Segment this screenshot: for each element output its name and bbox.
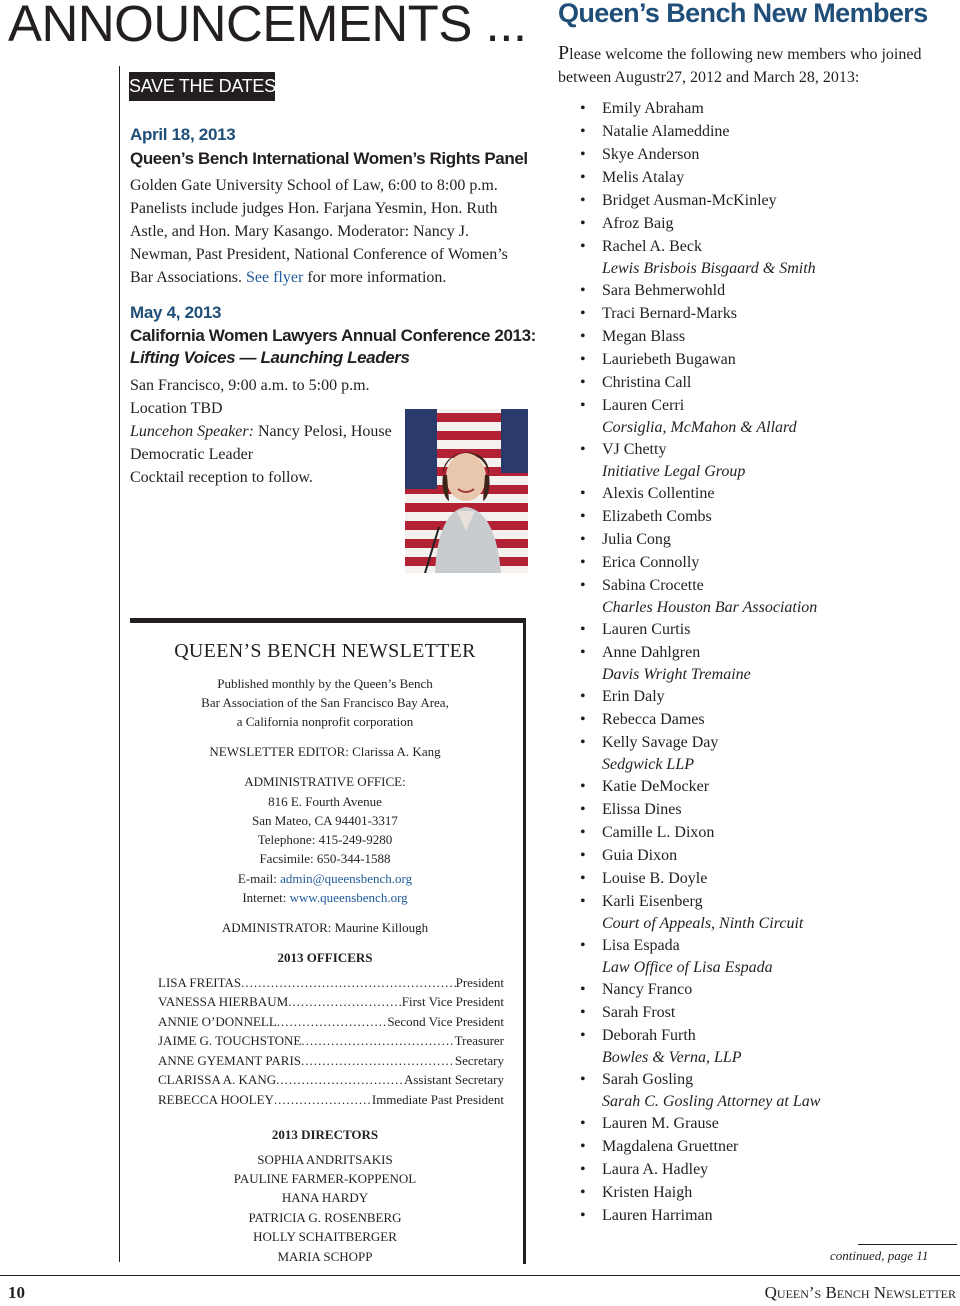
officer-row bbox=[158, 1033, 504, 1049]
bullet-icon: • bbox=[580, 847, 586, 864]
bullet-icon: • bbox=[580, 1207, 586, 1224]
published-line: Bar Association of the San Francisco Bay Area, bbox=[201, 695, 449, 710]
member-item bbox=[580, 394, 820, 438]
address-line: San Mateo, CA 94401-3317 bbox=[252, 813, 398, 828]
officer-name: JAIME G. TOUCHSTONE bbox=[158, 1033, 302, 1048]
event-2-line: Location TBD bbox=[130, 400, 223, 417]
member-name: Lauren Cerri bbox=[602, 397, 685, 414]
member-item bbox=[580, 438, 820, 482]
member-item bbox=[580, 1158, 820, 1181]
member-firm: Davis Wright Tremaine bbox=[602, 666, 751, 683]
member-item bbox=[580, 775, 820, 798]
bullet-icon: • bbox=[580, 328, 586, 345]
member-item bbox=[580, 1181, 820, 1204]
event-1-line: Newman, Past President, National Conference of Women’s bbox=[130, 246, 508, 263]
member-item bbox=[580, 212, 820, 235]
member-name: Emily Abraham bbox=[602, 100, 704, 117]
member-item bbox=[580, 821, 820, 844]
bullet-icon: • bbox=[580, 554, 586, 571]
member-name: Karli Eisenberg bbox=[602, 893, 703, 910]
member-name: Guia Dixon bbox=[602, 847, 678, 864]
member-firm: Sarah C. Gosling Attorney at Law bbox=[602, 1093, 821, 1110]
event-1-line: Golden Gate University School of Law, 6:00 to 8:00 p.m. bbox=[130, 177, 498, 194]
member-item bbox=[580, 844, 820, 867]
bullet-icon: • bbox=[580, 824, 586, 841]
event-2-date: May 4, 2013 bbox=[130, 303, 222, 322]
bullet-icon: • bbox=[580, 531, 586, 548]
officer-role: First Vice President bbox=[401, 994, 504, 1009]
member-name: VJ Chetty bbox=[602, 441, 667, 458]
member-name: Elizabeth Combs bbox=[602, 508, 712, 525]
member-item bbox=[580, 189, 820, 212]
officer-name: REBECCA HOOLEY bbox=[158, 1092, 274, 1107]
internet-line bbox=[130, 890, 520, 906]
member-name: Kelly Savage Day bbox=[602, 734, 719, 751]
officer-name: LISA FREITAS bbox=[158, 975, 242, 990]
director-name: HANA HARDY bbox=[281, 1190, 369, 1205]
event-1-date: April 18, 2013 bbox=[130, 125, 236, 144]
officer-role: Assistant Secretary bbox=[403, 1072, 504, 1087]
bullet-icon: • bbox=[580, 644, 586, 661]
member-name: Erica Connolly bbox=[602, 554, 700, 571]
member-name: Bridget Ausman-McKinley bbox=[602, 192, 777, 209]
bullet-icon: • bbox=[580, 1138, 586, 1155]
member-item bbox=[580, 641, 820, 685]
member-item bbox=[580, 279, 820, 302]
bullet-icon: • bbox=[580, 937, 586, 954]
member-item bbox=[580, 1135, 820, 1158]
officer-row bbox=[158, 994, 504, 1010]
internet-label: Internet: bbox=[242, 890, 287, 905]
member-item bbox=[580, 867, 820, 890]
bullet-icon: • bbox=[580, 123, 586, 140]
member-firm: Lewis Brisbois Bisgaard & Smith bbox=[602, 260, 816, 277]
member-item bbox=[580, 1001, 820, 1024]
member-firm: Initiative Legal Group bbox=[602, 463, 746, 480]
footer-rule bbox=[0, 1275, 960, 1276]
event-2-subtitle: Lifting Voices — Launching Leaders bbox=[130, 348, 410, 367]
member-item bbox=[580, 708, 820, 731]
member-item bbox=[580, 551, 820, 574]
speaker-name: Nancy Pelosi, House bbox=[257, 423, 392, 440]
bullet-icon: • bbox=[580, 169, 586, 186]
bullet-icon: • bbox=[580, 1027, 586, 1044]
officer-row bbox=[158, 975, 504, 991]
member-item bbox=[580, 348, 820, 371]
administrator-line: ADMINISTRATOR: Maurine Killough bbox=[221, 920, 429, 935]
bullet-icon: • bbox=[580, 1071, 586, 1088]
member-name: Deborah Furth bbox=[602, 1027, 696, 1044]
member-item bbox=[580, 798, 820, 821]
leader-dots bbox=[277, 1014, 388, 1030]
officer-row bbox=[158, 1053, 504, 1069]
member-item bbox=[580, 166, 820, 189]
bullet-icon: • bbox=[580, 305, 586, 322]
officer-role: Immediate Past President bbox=[371, 1092, 504, 1107]
officer-name: ANNE GYEMANT PARIS bbox=[158, 1053, 302, 1068]
member-name: Natalie Alameddine bbox=[602, 123, 730, 140]
bullet-icon: • bbox=[580, 778, 586, 795]
member-item bbox=[580, 120, 820, 143]
event-2-speaker bbox=[130, 420, 392, 443]
continued-rule bbox=[858, 1244, 957, 1245]
member-name: Melis Atalay bbox=[602, 169, 685, 186]
page-number: 10 bbox=[8, 1283, 25, 1302]
bullet-icon: • bbox=[580, 621, 586, 638]
member-name: Lauren Harriman bbox=[602, 1207, 713, 1224]
leader-dots bbox=[301, 1033, 454, 1049]
member-item bbox=[580, 505, 820, 528]
member-name: Louise B. Doyle bbox=[602, 870, 708, 887]
members-list bbox=[580, 97, 820, 1227]
member-firm: Law Office of Lisa Espada bbox=[602, 959, 773, 976]
member-name: Lauren Curtis bbox=[602, 621, 691, 638]
speaker-label: Luncehon Speaker: bbox=[130, 423, 254, 440]
member-name: Sabina Crocette bbox=[602, 577, 704, 594]
bullet-icon: • bbox=[580, 711, 586, 728]
member-name: Sarah Gosling bbox=[602, 1071, 694, 1088]
event-2-closing: Cocktail reception to follow. bbox=[130, 469, 313, 486]
bullet-icon: • bbox=[580, 100, 586, 117]
officer-name: VANESSA HIERBAUM bbox=[158, 994, 289, 1009]
member-item bbox=[580, 934, 820, 978]
website-link[interactable]: www.queensbench.org bbox=[289, 890, 408, 905]
telephone-line: Telephone: 415-249-9280 bbox=[257, 832, 393, 847]
column-rule bbox=[119, 66, 120, 1262]
director-name: SOPHIA ANDRITSAKIS bbox=[257, 1152, 393, 1167]
bullet-icon: • bbox=[580, 146, 586, 163]
event-1-last-line bbox=[130, 266, 446, 289]
bullet-icon: • bbox=[580, 981, 586, 998]
leader-dots bbox=[276, 1072, 404, 1088]
event-2-line: San Francisco, 9:00 a.m. to 5:00 p.m. bbox=[130, 377, 370, 394]
member-name: Nancy Franco bbox=[602, 981, 693, 998]
member-name: Laura A. Hadley bbox=[602, 1161, 709, 1178]
drop-cap: P bbox=[558, 42, 570, 64]
new-members-title: Queen’s Bench New Members bbox=[558, 0, 928, 28]
member-name: Rebecca Dames bbox=[602, 711, 705, 728]
director-name: MARIA SCHOPP bbox=[277, 1249, 373, 1264]
intro-text: lease welcome the following new members who joined between Augustr27, 2012 and March 28, 2013: bbox=[558, 46, 922, 86]
member-firm: Bowles & Verna, LLP bbox=[602, 1049, 742, 1066]
event-1-line: Panelists include judges Hon. Farjana Yesmin, Hon. Ruth bbox=[130, 200, 498, 217]
officer-row bbox=[158, 1072, 504, 1088]
page-headline: ANNOUNCEMENTS ... bbox=[8, 0, 527, 52]
address-line: 816 E. Fourth Avenue bbox=[268, 794, 382, 809]
officer-name: ANNIE O’DONNELL bbox=[158, 1014, 277, 1029]
bullet-icon: • bbox=[580, 397, 586, 414]
save-the-dates-banner: SAVE THE DATES! bbox=[129, 72, 275, 101]
director-name: HOLLY SCHAITBERGER bbox=[253, 1229, 397, 1244]
event-1-last-suffix: for more information. bbox=[307, 269, 447, 286]
event-1-title: Queen’s Bench International Women’s Rights Panel bbox=[130, 149, 528, 168]
member-item bbox=[580, 1024, 820, 1068]
member-item bbox=[580, 143, 820, 166]
officer-role: Second Vice President bbox=[387, 1014, 504, 1029]
member-item bbox=[580, 978, 820, 1001]
new-members-intro bbox=[558, 42, 958, 89]
member-item bbox=[580, 235, 820, 279]
bullet-icon: • bbox=[580, 238, 586, 255]
member-item bbox=[580, 890, 820, 934]
member-item bbox=[580, 302, 820, 325]
officers-heading: 2013 OFFICERS bbox=[277, 950, 373, 965]
member-item bbox=[580, 1112, 820, 1135]
leader-dots bbox=[241, 975, 455, 991]
member-item bbox=[580, 371, 820, 394]
bullet-icon: • bbox=[580, 485, 586, 502]
bullet-icon: • bbox=[580, 215, 586, 232]
member-firm: Sedgwick LLP bbox=[602, 756, 694, 773]
member-name: Magdalena Gruettner bbox=[602, 1138, 739, 1155]
member-name: Lauren M. Grause bbox=[602, 1115, 719, 1132]
member-name: Lauriebeth Bugawan bbox=[602, 351, 736, 368]
member-item bbox=[580, 685, 820, 708]
officer-row bbox=[158, 1014, 504, 1030]
member-item bbox=[580, 97, 820, 120]
bullet-icon: • bbox=[580, 893, 586, 910]
event-1-line: Astle, and Hon. Mary Kasango. Moderator: Nancy J. bbox=[130, 223, 470, 240]
director-name: PATRICIA G. ROSENBERG bbox=[248, 1210, 402, 1225]
member-name: Camille L. Dixon bbox=[602, 824, 715, 841]
email-label: E-mail: bbox=[237, 871, 277, 886]
newsletter-title: QUEEN’S BENCH NEWSLETTER bbox=[174, 640, 476, 662]
member-item bbox=[580, 325, 820, 348]
bullet-icon: • bbox=[580, 282, 586, 299]
bullet-icon: • bbox=[580, 1184, 586, 1201]
member-item bbox=[580, 528, 820, 551]
footer-publication: Queen’s Bench Newsletter bbox=[764, 1283, 956, 1302]
officer-role: Secretary bbox=[454, 1053, 504, 1068]
member-name: Christina Call bbox=[602, 374, 692, 391]
officer-role: President bbox=[455, 975, 504, 990]
masthead-rule-top bbox=[130, 618, 526, 623]
member-item bbox=[580, 574, 820, 618]
member-name: Anne Dahlgren bbox=[602, 644, 701, 661]
member-firm: Corsiglia, McMahon & Allard bbox=[602, 419, 797, 436]
bullet-icon: • bbox=[580, 870, 586, 887]
flyer-link[interactable]: See flyer bbox=[246, 269, 304, 286]
officer-row bbox=[158, 1092, 504, 1108]
leader-dots bbox=[301, 1053, 455, 1069]
bullet-icon: • bbox=[580, 801, 586, 818]
bullet-icon: • bbox=[580, 688, 586, 705]
bullet-icon: • bbox=[580, 374, 586, 391]
newsletter-editor: NEWSLETTER EDITOR: Clarissa A. Kang bbox=[209, 744, 441, 759]
member-name: Skye Anderson bbox=[602, 146, 700, 163]
event-2-title: California Women Lawyers Annual Conference 2013: bbox=[130, 326, 536, 345]
member-name: Erin Daly bbox=[602, 688, 665, 705]
office-heading: ADMINISTRATIVE OFFICE: bbox=[244, 774, 406, 789]
bullet-icon: • bbox=[580, 577, 586, 594]
bullet-icon: • bbox=[580, 1115, 586, 1132]
member-name: Traci Bernard-Marks bbox=[602, 305, 737, 322]
continued-note[interactable]: continued, page 11 bbox=[830, 1248, 929, 1263]
member-name: Katie DeMocker bbox=[602, 778, 710, 795]
member-name: Sarah Frost bbox=[602, 1004, 676, 1021]
bullet-icon: • bbox=[580, 734, 586, 751]
officer-role: Treasurer bbox=[454, 1033, 504, 1048]
member-item bbox=[580, 731, 820, 775]
member-name: Lisa Espada bbox=[602, 937, 680, 954]
bullet-icon: • bbox=[580, 1004, 586, 1021]
director-name: PAULINE FARMER-KOPPENOL bbox=[233, 1171, 417, 1186]
member-name: Rachel A. Beck bbox=[602, 238, 702, 255]
member-name: Kristen Haigh bbox=[602, 1184, 693, 1201]
member-name: Afroz Baig bbox=[602, 215, 674, 232]
member-name: Julia Cong bbox=[602, 531, 671, 548]
masthead-rule-right bbox=[523, 618, 526, 1264]
leader-dots bbox=[288, 994, 402, 1010]
member-firm: Court of Appeals, Ninth Circuit bbox=[602, 915, 804, 932]
member-item bbox=[580, 1068, 820, 1112]
member-name: Elissa Dines bbox=[602, 801, 682, 818]
bullet-icon: • bbox=[580, 1161, 586, 1178]
officer-name: CLARISSA A. KANG bbox=[158, 1072, 277, 1087]
speaker-photo bbox=[405, 409, 528, 573]
member-item bbox=[580, 482, 820, 505]
member-name: Alexis Collentine bbox=[602, 485, 715, 502]
member-name: Sara Behmerwohld bbox=[602, 282, 726, 299]
published-line: Published monthly by the Queen’s Bench bbox=[217, 676, 433, 691]
member-firm: Charles Houston Bar Association bbox=[602, 599, 818, 616]
leader-dots bbox=[274, 1092, 372, 1108]
bullet-icon: • bbox=[580, 441, 586, 458]
directors-heading: 2013 DIRECTORS bbox=[271, 1127, 379, 1142]
bullet-icon: • bbox=[580, 192, 586, 209]
bullet-icon: • bbox=[580, 351, 586, 368]
facsimile-line: Facsimile: 650-344-1588 bbox=[259, 851, 391, 866]
member-item bbox=[580, 1204, 820, 1227]
published-line: a California nonprofit corporation bbox=[236, 714, 414, 729]
email-line bbox=[130, 871, 520, 887]
member-name: Megan Blass bbox=[602, 328, 686, 345]
bullet-icon: • bbox=[580, 508, 586, 525]
event-2-line: Democratic Leader bbox=[130, 446, 254, 463]
email-link[interactable]: admin@queensbench.org bbox=[280, 871, 413, 886]
member-item bbox=[580, 618, 820, 641]
event-1-last-prefix: Bar Associations. bbox=[130, 269, 242, 286]
